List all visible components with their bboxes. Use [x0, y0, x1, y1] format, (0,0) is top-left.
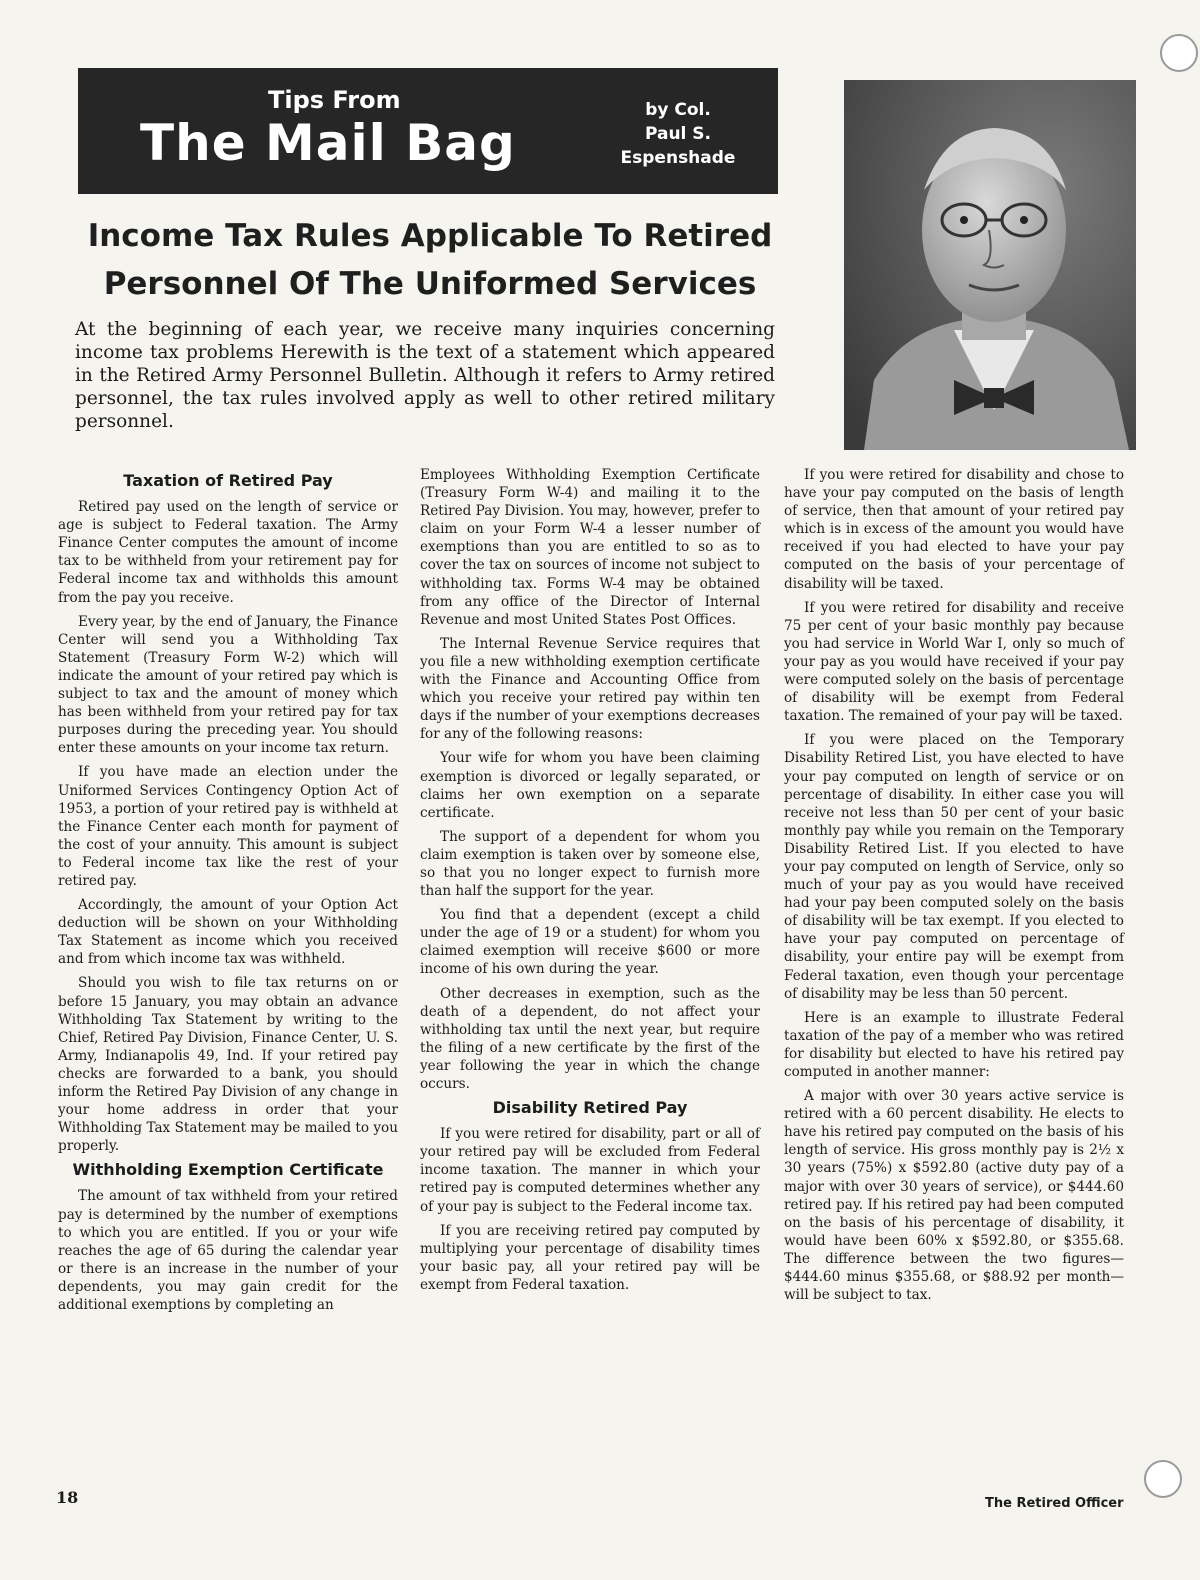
paragraph: If you were retired for disability and receive 75 per cent of your basic monthly pay because you had service in World War I, only so much of your pay as you would have received if your pay were computed solely on the basis of percentage of disability will be exempt from Federal taxation. The remained of your pay will be taxed.: [784, 599, 1124, 725]
binder-hole-top: [1160, 34, 1198, 72]
column-2: [420, 466, 760, 1300]
paragraph: Should you wish to file tax returns on or before 15 January, you may obtain an advance Withholding Tax Statement by writing to the Chief, Retired Pay Division, Finance Center, U. S. Army, Indianapolis 49, Ind. If your retired pay checks are forwarded to a bank, you should inform the Retired Pay Division of any change in your home address in order that your Withholding Tax Statement may be mailed to you properly.: [58, 975, 398, 1155]
paragraph: Retired pay used on the length of service or age is subject to Federal taxation. The Army Finance Center computes the amount of income tax to be withheld from your retirement pay for Federal income tax and withholds this amount from the pay you receive.: [58, 499, 398, 606]
byline-line-3: Espenshade: [620, 148, 736, 168]
page-number: 18: [56, 1488, 79, 1507]
banner-column-name: The Mail Bag: [140, 114, 516, 172]
paragraph: A major with over 30 years active service is retired with a 60 percent disability. He elects to have his retired pay computed on the basis of his length of service. His gross monthly pay is 2½ x 30 years (75%) x $592.80 (active duty pay of a major with over 30 years of service), or $444.60 retired pay. If his retired pay had been computed on the basis of his percentage of disability, it would have been 60% x $592.80, or $355.68. The difference between the two figures—$444.60 minus $355.68, or $88.92 per month—will be subject to tax.: [784, 1088, 1124, 1304]
heading-withholding: Withholding Exemption Certificate: [72, 1160, 384, 1180]
article-intro: At the beginning of each year, we receive many inquiries concerning income tax problems Herewith is the text of a statement which appeared in the Retired Army Personnel Bulletin. Although it refers to Army retired personnel, the tax rules involved apply as well to other retired military personnel.: [75, 319, 775, 432]
paragraph: The amount of tax withheld from your retired pay is determined by the number of exemptions to which you are entitled. If you or your wife reaches the age of 65 during the calendar year or there is an increase in the number of your dependents, you may gain credit for the additional exemptions by completing an: [58, 1188, 398, 1314]
column-1: [58, 466, 398, 1320]
paragraph: You find that a dependent (except a child under the age of 19 or a student) for whom you claimed exemption will receive $600 or more income of his own during the year.: [420, 907, 760, 978]
column-3: [784, 466, 1124, 1310]
heading-taxation: Taxation of Retired Pay: [123, 471, 333, 490]
magazine-name: The Retired Officer: [985, 1496, 1124, 1511]
paragraph: Accordingly, the amount of your Option Act deduction will be shown on your Withholding Tax Statement as income which you received and from which income tax was withheld.: [58, 897, 398, 968]
byline-line-1: by Col.: [645, 100, 711, 120]
byline: [598, 98, 758, 170]
column-banner: [78, 68, 778, 194]
author-portrait: [844, 80, 1136, 450]
paragraph: If you have made an election under the Uniformed Services Contingency Option Act of 1953, a portion of your retired pay is withheld at the Finance Center each month for payment of the cost of your annuity. This amount is subject to Federal income tax like the rest of your retired pay.: [58, 764, 398, 889]
binder-hole-bottom: [1144, 1460, 1182, 1498]
paragraph: If you were placed on the Temporary Disability Retired List, you have elected to have your pay computed on length of service or on percentage of disability. In either case you will receive not less than 50 per cent of your basic monthly pay while you remain on the Temporary Disability Retired List. If you elected to have your pay computed on length of Service, only so much of your pay as you would have received had your pay been computed solely on the basis of disability will be tax exempt. If you elected to have your pay computed on percentage of disability, your entire pay will be exempt from Federal taxation, even though your percentage of disability may be less than 50 percent.: [784, 732, 1124, 1002]
paragraph: The Internal Revenue Service requires that you file a new withholding exemption certificate with the Finance and Accounting Office from which you receive your retired pay within ten days if the number of your exemptions decreases for any of the following reasons:: [420, 635, 760, 743]
paragraph: Every year, by the end of January, the Finance Center will send you a Withholding Tax Statement (Treasury Form W-2) which will indicate the amount of your retired pay which is subject to tax and the amount of money which has been withheld from your retired pay for tax purposes during the preceding year. You should enter these amounts on your income tax return.: [58, 613, 398, 757]
paragraph: The support of a dependent for whom you claim exemption is taken over by someone else, so that you no longer expect to furnish more than half the support for the year.: [420, 828, 760, 900]
portrait-illustration: [844, 80, 1136, 450]
byline-line-2: Paul S.: [644, 124, 712, 144]
paragraph: If you were retired for disability and chose to have your pay computed on the basis of length of service, then that amount of your retired pay which is in excess of the amount you would have received if you had elected to have your pay computed on the basis of your percentage of disability will be taxed.: [784, 467, 1124, 592]
paragraph: Your wife for whom you have been claiming exemption is divorced or legally separated, or claims her own exemption on a separate certificate.: [420, 750, 760, 821]
paragraph: Here is an example to illustrate Federal taxation of the pay of a member who was retired for disability but elected to have his retired pay computed in another manner:: [784, 1009, 1124, 1080]
paragraph: Employees Withholding Exemption Certificate (Treasury Form W-4) and mailing it to the Retired Pay Division. You may, however, prefer to claim on your Form W-4 a lesser number of exemptions than you are entitled to so as to cover the tax on sources of income not subject to withholding tax. Forms W-4 may be obtained from any office of the Director of Internal Revenue and most United States Post Offices.: [420, 467, 760, 628]
heading-disability: Disability Retired Pay: [492, 1098, 688, 1118]
paragraph: Other decreases in exemption, such as the death of a dependent, do not affect your withholding tax until the next year, but require the filing of a new certificate by the first of the year following the year in which the change occurs.: [420, 985, 760, 1092]
paragraph: If you were retired for disability, part or all of your retired pay will be excluded from Federal income taxation. The manner in which your retired pay is computed determines whether any of your pay is subject to the Federal income tax.: [420, 1126, 760, 1215]
article-title: Income Tax Rules Applicable To Retired Personnel Of The Uniformed Services: [87, 218, 773, 302]
paragraph: If you are receiving retired pay computed by multiplying your percentage of disability times your basic pay, all your retired pay will be exempt from Federal taxation.: [420, 1222, 760, 1293]
banner-tips-from: Tips From: [268, 86, 401, 114]
